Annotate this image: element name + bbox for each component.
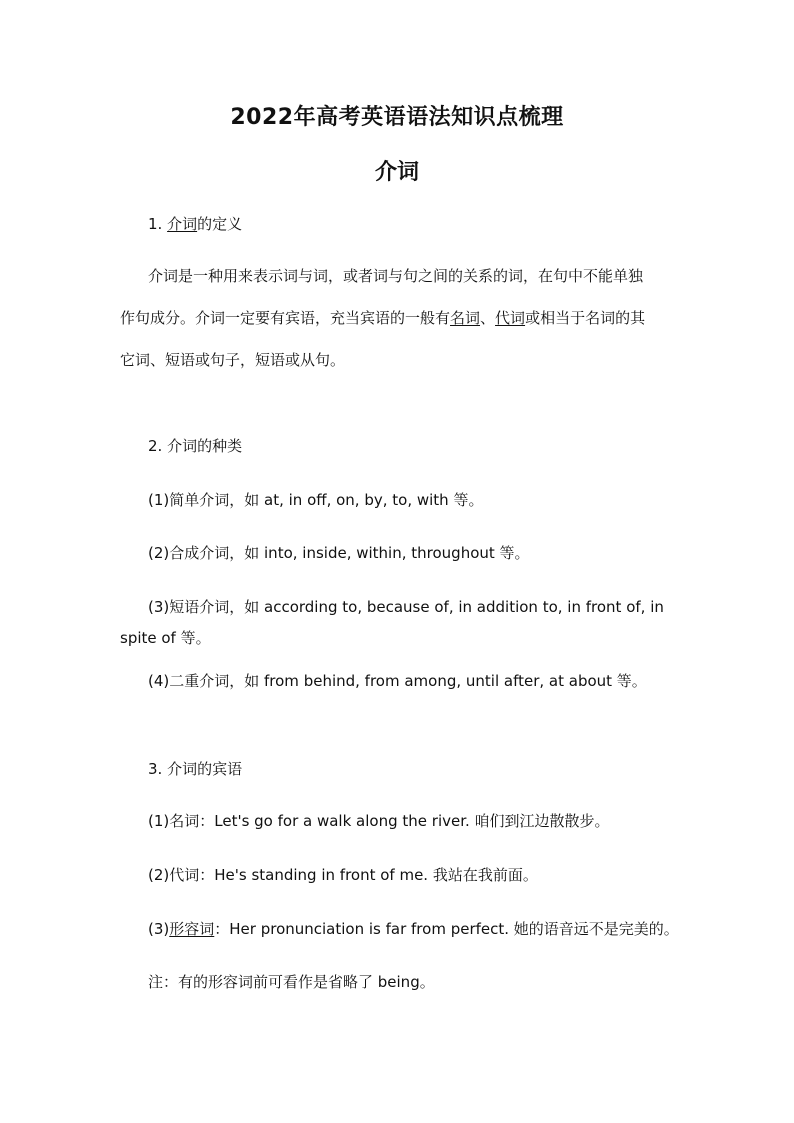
object-item-3-number: (3) — [148, 920, 170, 938]
object-item-3-rest: ：Her pronunciation is far from perfect. 她的语音远不是完美的。 — [214, 920, 679, 938]
section-1-heading — [148, 214, 242, 234]
type-item-2: (2)合成介词，如 into, inside, within, throughout 等。 — [148, 544, 530, 562]
object-item-2: (2)代词：He's standing in front of me. 我站在我前面。 — [148, 866, 538, 884]
type-item-4: (4)二重介词，如 from behind, from among, until after, at about 等。 — [148, 672, 647, 690]
definition-line-2-end: 或相当于名词的其 — [525, 309, 646, 327]
page-title: 2022年高考英语语法知识点梳理 — [230, 105, 564, 130]
definition-line-1: 介词是一种用来表示词与词，或者词与句之间的关系的词，在句中不能单独 — [148, 267, 644, 285]
definition-line-3: 它词、短语或句子，短语或从句。 — [120, 351, 346, 369]
object-item-1: (1)名词：Let's go for a walk along the river. 咱们到江边散散步。 — [148, 812, 610, 830]
term-link-pronoun[interactable]: 代词 — [495, 309, 526, 327]
object-item-3 — [148, 919, 679, 939]
term-link-noun[interactable]: 名词 — [450, 309, 481, 327]
type-item-3-cont: spite of 等。 — [120, 629, 211, 647]
section-2-heading: 2. 介词的种类 — [148, 437, 243, 455]
section-1-heading-rest: 的定义 — [197, 215, 243, 233]
term-link-adjective[interactable]: 形容词 — [169, 920, 215, 938]
term-link-preposition[interactable]: 介词 — [167, 215, 198, 233]
note: 注：有的形容词前可看作是省略了 being。 — [148, 973, 435, 991]
type-item-3: (3)短语介词，如 according to, because of, in addition to, in front of, in — [148, 598, 664, 616]
section-3-heading: 3. 介词的宾语 — [148, 760, 243, 778]
section-title: 介词 — [374, 160, 419, 185]
separator: 、 — [480, 309, 496, 327]
definition-line-2-start: 作句成分。介词一定要有宾语，充当宾语的一般有 — [120, 309, 451, 327]
definition-line-2 — [120, 308, 645, 328]
section-1-number: 1. — [148, 215, 168, 233]
type-item-1: (1)简单介词，如 at, in off, on, by, to, with 等。 — [148, 491, 484, 509]
